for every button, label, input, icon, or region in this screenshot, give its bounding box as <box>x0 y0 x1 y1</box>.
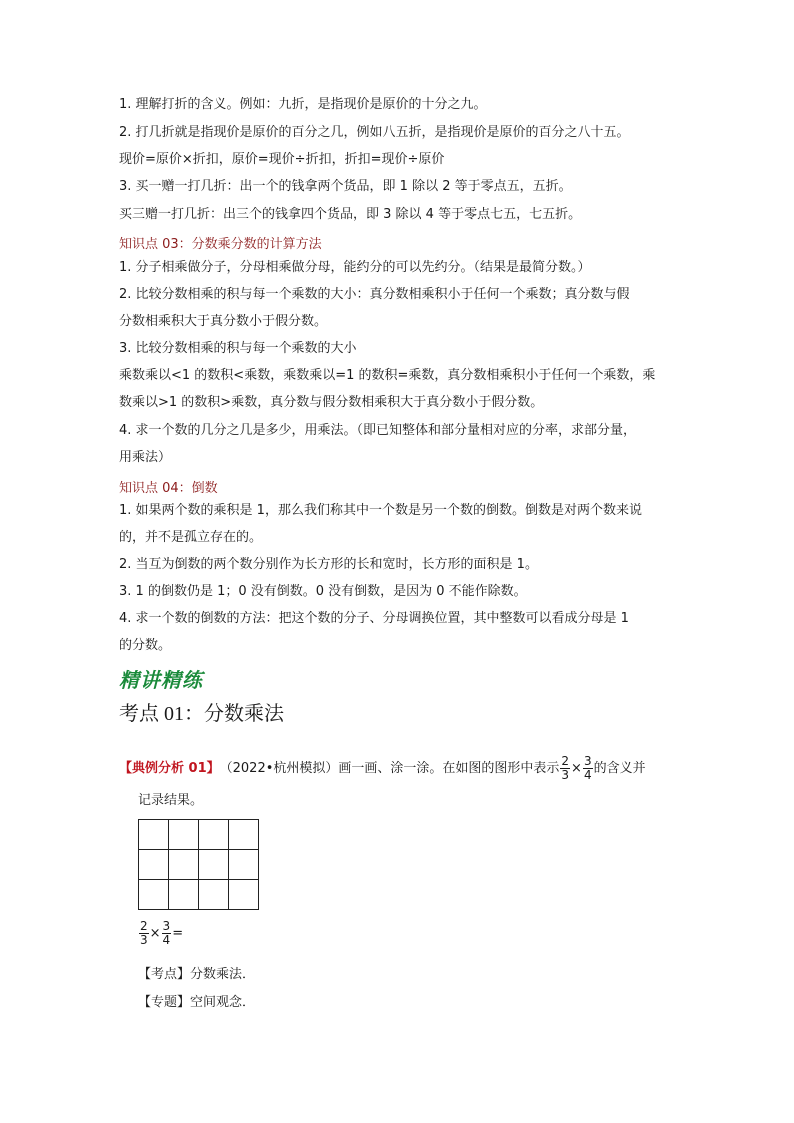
zhuanti-tag: 【专题】 <box>138 995 191 1010</box>
example-question <box>119 755 679 782</box>
text-line: 分数相乘积大于真分数小于假分数。 <box>119 314 328 329</box>
grid-cell[interactable] <box>229 850 259 880</box>
fraction-numerator: 2 <box>140 919 148 933</box>
kaodian-tag: 【考点】 <box>138 967 191 982</box>
kaodian-heading: 考点 01：分数乘法 <box>119 703 284 725</box>
times-sign: × <box>571 760 582 776</box>
times-sign: × <box>149 926 161 941</box>
section-banner-title: 精讲精练 <box>119 668 203 692</box>
grid-cell[interactable] <box>199 850 229 880</box>
text-line: 1. 理解打折的含义。例如：九折，是指现价是原价的十分之九。 <box>119 97 487 112</box>
text-line: 2. 当互为倒数的两个数分别作为长方形的长和宽时，长方形的面积是 1。 <box>119 557 538 572</box>
fraction-denominator: 3 <box>140 933 148 947</box>
fraction-three-fourths <box>162 920 172 947</box>
example-tail: 的含义并 <box>593 760 646 776</box>
grid-cell[interactable] <box>169 880 199 910</box>
example-tag: 【典例分析 01】 <box>119 760 220 776</box>
text-line: 用乘法） <box>119 450 172 465</box>
text-line: 3. 1 的倒数仍是 1；0 没有倒数。0 没有倒数，是因为 0 不能作除数。 <box>119 584 527 599</box>
fraction-two-thirds <box>560 755 570 782</box>
text-line: 2. 比较分数相乘的积与每一个乘数的大小：真分数相乘积小于任何一个乘数；真分数与假 <box>119 287 630 302</box>
kaodian-tag-line <box>138 965 255 985</box>
grid-cell[interactable] <box>229 880 259 910</box>
fraction-denominator: 3 <box>561 768 570 782</box>
text-line: 的，并不是孤立存在的。 <box>119 530 263 545</box>
text-line: 4. 求一个数的倒数的方法：把这个数的分子、分母调换位置，其中整数可以看成分母是 1 <box>119 611 629 626</box>
text-line: 买三赠一打几折：出三个的钱拿四个货品，即 3 除以 4 等于零点七五，七五折。 <box>119 207 582 222</box>
text-line: 3. 比较分数相乘的积与每一个乘数的大小 <box>119 341 357 356</box>
fraction-numerator: 2 <box>561 754 570 768</box>
fraction-denominator: 4 <box>583 768 592 782</box>
grid-cell[interactable] <box>139 820 169 850</box>
equals-sign: = <box>172 926 184 941</box>
example-source: （2022•杭州模拟）画一画、涂一涂。在如图的图形中表示 <box>219 760 560 776</box>
knowledge-04-title: 知识点 04：倒数 <box>119 481 218 496</box>
text-line: 乘数乘以<1 的数积<乘数，乘数乘以=1 的数积=乘数，真分数相乘积小于任何一个乘数，乘 <box>119 368 656 383</box>
fraction-numerator: 3 <box>583 754 592 768</box>
equation-line <box>138 920 183 947</box>
fraction-three-fourths <box>583 755 593 782</box>
grid-cell[interactable] <box>169 820 199 850</box>
text-line: 1. 如果两个数的乘积是 1，那么我们称其中一个数是另一个数的倒数。倒数是对两个数来说 <box>119 503 642 518</box>
text-line: 4. 求一个数的几分之几是多少，用乘法。（即已知整体和部分量相对应的分率，求部分量， <box>119 423 637 438</box>
text-line: 数乘以>1 的数积>乘数，真分数与假分数相乘积大于真分数小于假分数。 <box>119 395 544 410</box>
grid-cell[interactable] <box>139 880 169 910</box>
text-line: 3. 买一赠一打几折：出一个的钱拿两个货品，即 1 除以 2 等于零点五，五折。 <box>119 179 572 194</box>
kaodian-text: 分数乘法． <box>190 967 256 982</box>
rectangle-grid[interactable] <box>138 819 259 910</box>
grid-cell[interactable] <box>229 820 259 850</box>
text-line: 1. 分子相乘做分子，分母相乘做分母，能约分的可以先约分。（结果是最简分数。） <box>119 260 591 275</box>
zhuanti-tag-line <box>138 993 255 1013</box>
knowledge-03-title: 知识点 03：分数乘分数的计算方法 <box>119 237 322 252</box>
fraction-two-thirds <box>139 920 149 947</box>
text-line: 的分数。 <box>119 638 172 653</box>
text-line: 现价=原价×折扣，原价=现价÷折扣，折扣=现价÷原价 <box>119 152 445 167</box>
zhuanti-text: 空间观念． <box>190 995 256 1010</box>
grid-cell[interactable] <box>199 820 229 850</box>
grid-cell[interactable] <box>139 850 169 880</box>
fraction-numerator: 3 <box>162 919 171 933</box>
grid-cell[interactable] <box>169 850 199 880</box>
text-line: 2. 打几折就是指现价是原价的百分之几，例如八五折，是指现价是原价的百分之八十五。 <box>119 125 630 140</box>
grid-cell[interactable] <box>199 880 229 910</box>
fraction-denominator: 4 <box>162 933 171 947</box>
example-line-2: 记录结果。 <box>138 793 204 808</box>
